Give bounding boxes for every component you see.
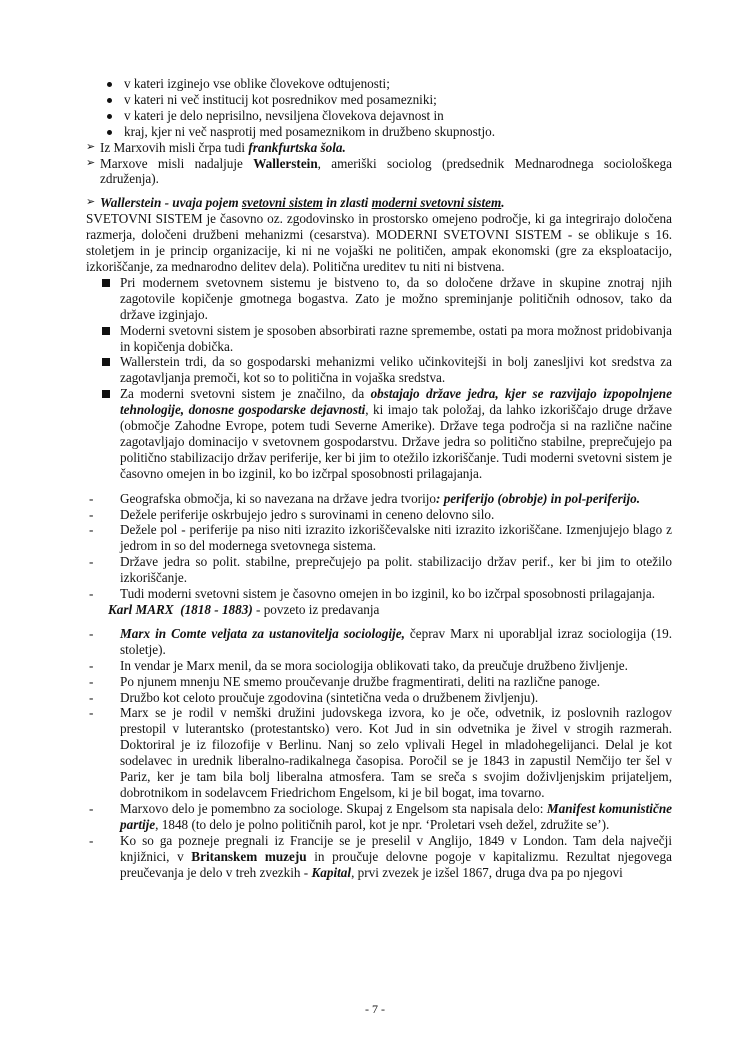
- dash-bullet-icon: -: [89, 586, 94, 602]
- dash-bullet-icon: -: [89, 673, 94, 689]
- list-item: kraj, kjer ni več nasprotij med posameznikom in družbeno skupnostjo.: [86, 124, 672, 140]
- list-item: Za moderni svetovni sistem je značilno, da obstajajo države jedra, kjer se razvijajo izpopolnjene tehnologije, donosne gospodarske dejavnosti, ki imajo tak položaj, da lahko izkoriščajo druge države (območje Zahodne Evrope, potem tudi Severne Amerike). Države tega področja si na različne načine zagotavljajo dominacijo v svetovnem gospodarstvu. Države jedra so politično stabilne, preprečujejo pa politično stabilizacijo držav periferije, ker bi jim to otežilo izkoriščanje. Tudi moderni svetovni sistem je časovno omejen in bo izginil, ko bo izčrpal sposobnosti prilagajanja.: [86, 386, 672, 481]
- dash-list-periphery: [86, 491, 672, 602]
- arrow-bullet-icon: ➢: [86, 196, 96, 209]
- square-bullet-icon: [102, 279, 110, 287]
- bullet-dot-icon: [107, 98, 112, 103]
- list-item: v kateri je delo neprisilno, nevsiljena človekova dejavnost in: [86, 108, 672, 124]
- dot-bullet-list: [86, 76, 672, 140]
- section-heading-wallerstein: ➢ Wallerstein - uvaja pojem svetovni sistem in zlasti moderni svetovni sistem.: [86, 195, 505, 211]
- dash-bullet-icon: -: [89, 705, 94, 721]
- body-paragraph: SVETOVNI SISTEM je časovno oz. zgodovinsko in prostorsko omejeno področje, ki ga integrirajo določena razmerja, določeni družbeni mehanizmi (cesarstva). MODERNI SVETOVNI SISTEM - se oblikuje s 16. stoletjem in je princip organizacije, ki ni ne vojaški ne političen, ampak ekonomski (gre za eksploatacijo, izkoriščanje, za mednarodno delitev dela). Politična ureditev tu niti ni bistvena.: [86, 211, 672, 274]
- square-bullet-icon: [102, 327, 110, 335]
- list-item: Moderni svetovni sistem je sposoben absorbirati razne spremembe, ostati pa mora možnost pridobivanja in kopičenja dobička.: [86, 323, 672, 355]
- list-item: - Tudi moderni svetovni sistem je časovno omejen in bo izginil, ko bo izčrpal sposobnosti prilagajanja.: [89, 586, 655, 602]
- list-item: - Dežele pol - periferije pa niso niti izrazito izkoriščevalske niti izrazito izkoriščane. Izmenjujejo blago z jedrom in so del modernega svetovnega sistema.: [89, 522, 672, 554]
- list-item: Pri modernem svetovnem sistemu je bistveno to, da so določene države in skupine znotraj njih zagotovile kopičenje gmotnega bogastva. Zato je možno spreminjanje političnih odnosov, tako da države izginjajo.: [86, 275, 672, 323]
- list-item: Wallerstein trdi, da so gospodarski mehanizmi veliko učinkovitejši in bolj zanesljivi kot sredstva za zagotavljanja premoči, kot so to politična in vojaška sredstva.: [86, 354, 672, 386]
- list-item: - Dežele periferije oskrbujejo jedro s surovinami in ceneno delovno silo.: [89, 506, 495, 522]
- dash-bullet-icon: -: [89, 522, 94, 538]
- list-item: - Marxovo delo je pomembno za sociologe. Skupaj z Engelsom sta napisala delo: Manifest komunistične partije, 1848 (to delo je polno političnih parol, kot je npr. ‘Proletari vseh dežel, združite se’).: [89, 800, 673, 832]
- dash-bullet-icon: -: [89, 689, 94, 705]
- arrow-item-frankfurt: ➢ Iz Marxovih misli črpa tudi frankfurtska šola.: [86, 139, 346, 155]
- list-item: - Ko so ga pozneje pregnali iz Francije se je preselil v Anglijo, 1849 v London. Tam dela največji knjižnici, v Britanskem muzeju in proučuje delovne pogoje v kapitalizmu. Rezultat njegovega preučevanja je delo v treh zvezkih - Kapital, prvi zvezek je izšel 1867, druga dva pa po njegovi: [89, 832, 672, 880]
- list-item: - Marx in Comte veljata za ustanovitelja sociologije, čeprav Marx ni uporabljal izraz sociologija (19. stoletje).: [89, 625, 672, 657]
- dash-bullet-icon: -: [89, 625, 94, 641]
- dash-bullet-icon: -: [89, 554, 94, 570]
- dash-list-marx: [86, 626, 672, 881]
- square-bullet-icon: [102, 358, 110, 366]
- section-heading-marx: Karl MARX (1818 - 1883) - povzeto iz predavanja: [108, 602, 380, 617]
- list-item: v kateri izginejo vse oblike človekove odtujenosti;: [86, 76, 672, 92]
- dash-bullet-icon: -: [89, 832, 94, 848]
- document-page: [86, 76, 672, 880]
- list-item: - Po njunem mnenju NE smemo proučevanje družbe fragmentirati, deliti na različne panoge.: [89, 673, 601, 689]
- bullet-dot-icon: [107, 114, 112, 119]
- list-item: - Geografska območja, ki so navezana na države jedra tvorijo: periferijo (obrobje) in pol-periferijo.: [89, 490, 641, 506]
- dash-bullet-icon: -: [89, 490, 94, 506]
- dash-bullet-icon: -: [89, 657, 94, 673]
- bullet-dot-icon: [107, 130, 112, 135]
- square-bullet-icon: [102, 390, 110, 398]
- bullet-dot-icon: [107, 82, 112, 87]
- arrow-item-wallerstein: ➢ Marxove misli nadaljuje Wallerstein, ameriški sociolog (predsednik Mednarodnega sociološkega združenja).: [86, 155, 672, 187]
- dash-bullet-icon: -: [89, 506, 94, 522]
- square-bullet-list: [86, 275, 672, 482]
- page-number: - 7 -: [365, 1002, 385, 1016]
- list-item: - In vendar je Marx menil, da se mora sociologija oblikovati tako, da preučuje družbeno življenje.: [89, 657, 628, 673]
- arrow-bullet-icon: ➢: [86, 156, 96, 169]
- dash-bullet-icon: -: [89, 800, 94, 816]
- list-item: - Države jedra so polit. stabilne, preprečujejo pa polit. stabilizacijo držav perif., ker bi jim to otežilo izkoriščanje.: [89, 554, 672, 586]
- list-item: - Družbo kot celoto proučuje zgodovina (sintetična veda o družbenem življenju).: [89, 689, 539, 705]
- arrow-bullet-icon: ➢: [86, 140, 96, 153]
- list-item: - Marx se je rodil v nemški družini judovskega izvora, ko je oče, odvetnik, iz poslovnih razlogov prestopil v luterantsko (protestantsko) vero. Kot Jud in sin odvetnika je živel v strogih razmerah. Doktoriral je iz filozofije v Berlinu. Nanj so zelo vplivali Hegel in mladohegelijanci. Delal je kot sodelavec in urednik liberalno-radikalnega časopisa. Poročil se je 1843 in zapustil Nemčijo ter šel v Pariz, ker je tam bila bolj liberalna atmosfera. Tam se sreča s svojim doživljenjskim prijateljem, dobrotnikom in sodelavcem Friedrichom Engelsom, ki je bil bogat, ima tovarno.: [89, 705, 672, 800]
- list-item: v kateri ni več institucij kot posrednikov med posamezniki;: [86, 92, 672, 108]
